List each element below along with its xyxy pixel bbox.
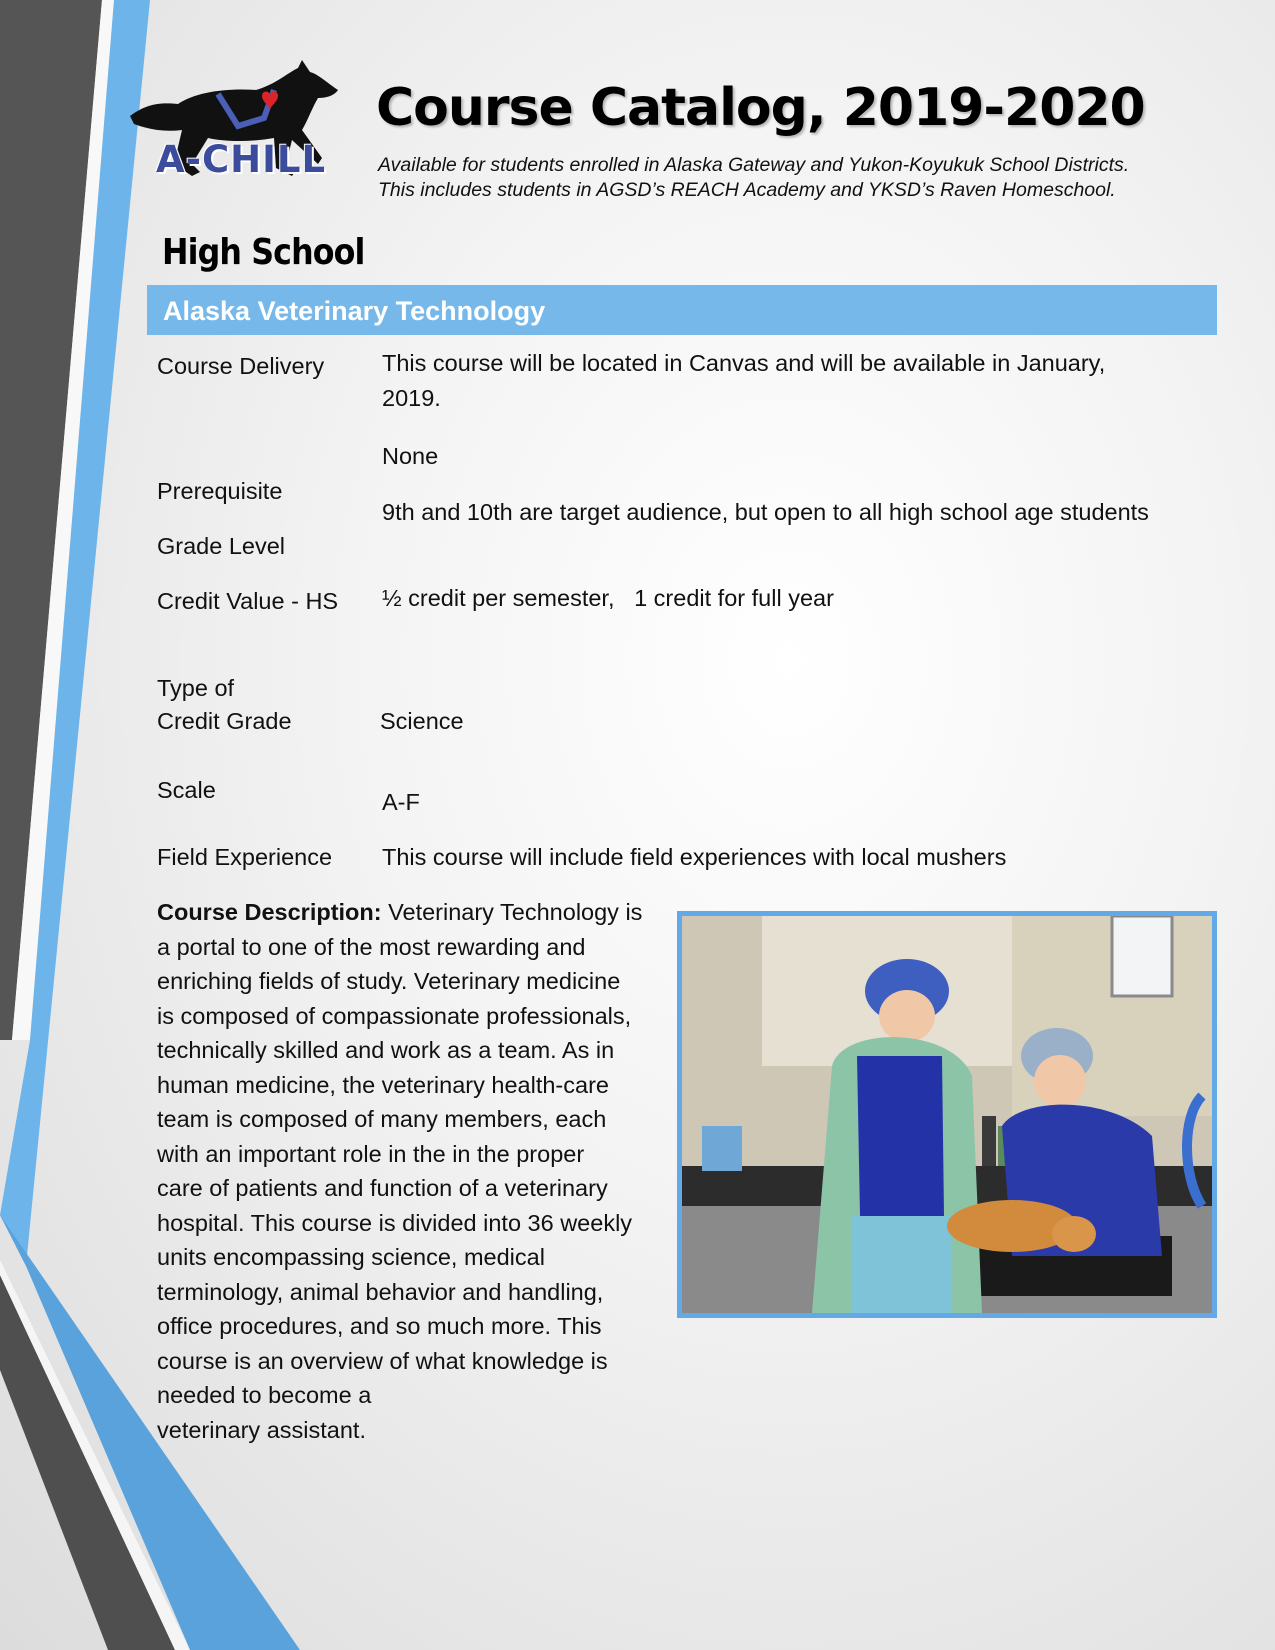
label-credit-grade: Credit Grade [157,708,292,734]
veterinary-photo [677,911,1217,1318]
description-line: needed to become a [157,1382,372,1408]
value-prerequisite: None [382,443,439,469]
section-heading: High School [162,232,365,273]
description-line: hospital. This course is divided into 36 weekly [157,1209,633,1236]
label-field-experience: Field Experience [157,844,333,870]
description-line: is composed of compassionate professionals, [157,1002,632,1029]
description-line: veterinary assistant. [157,1416,366,1443]
description-line: with an important role in the in the proper [157,1140,585,1167]
value-course-delivery-line-1: This course will be located in Canvas and will be available in January, [382,350,1106,376]
a-chill-logo [126,60,351,190]
value-credit-value: ½ credit per semester, 1 credit for full year [382,585,834,611]
subtitle-line-1: Available for students enrolled in Alaska Gateway and Yukon-Koyukuk School Districts. [378,154,1130,176]
label-grade-level: Grade Level [157,533,286,559]
label-credit-value: Credit Value - HS [157,588,339,614]
subtitle-line-2: This includes students in AGSD’s REACH Academy and YKSD’s Raven Homeschool. [378,179,1116,201]
course-title: Alaska Veterinary Technology [163,296,546,326]
description-line: office procedures, and so much more. This [157,1313,602,1339]
vet-clinic-image [682,916,1212,1313]
course-description [157,895,677,1447]
label-prerequisite: Prerequisite [157,478,283,504]
value-course-delivery-line-2: 2019. [382,385,441,411]
logo-wordmark: A-CHILL [156,138,327,181]
value-grade-level: 9th and 10th are target audience, but open to all high school age students [382,499,1149,525]
page-title: Course Catalog, 2019-2020 [376,78,1145,138]
description-label: Course Description: [157,899,382,925]
label-course-delivery: Course Delivery [157,353,325,379]
label-type-of: Type of [157,675,235,701]
value-field-experience: This course will include field experiences with local mushers [382,844,1007,870]
value-type-of-credit: Science [380,708,464,734]
description-line: human medicine, the veterinary health-care [157,1071,609,1098]
description-line: team is composed of many members, each [157,1106,607,1132]
description-line: enriching fields of study. Veterinary medicine [157,968,621,994]
course-title-bar [147,285,1217,335]
description-line: Course Description: Veterinary Technology is [157,899,643,925]
description-line: technically skilled and work as a team. As in [157,1037,615,1063]
description-line: terminology, animal behavior and handling, [157,1278,604,1305]
description-line: a portal to one of the most rewarding and [157,933,586,960]
value-grade-scale: A-F [382,789,420,815]
description-line: course is an overview of what knowledge is [157,1347,608,1374]
description-line: units encompassing science, medical [157,1244,545,1270]
description-line: care of patients and function of a veterinary [157,1175,608,1201]
label-scale: Scale [157,777,216,803]
